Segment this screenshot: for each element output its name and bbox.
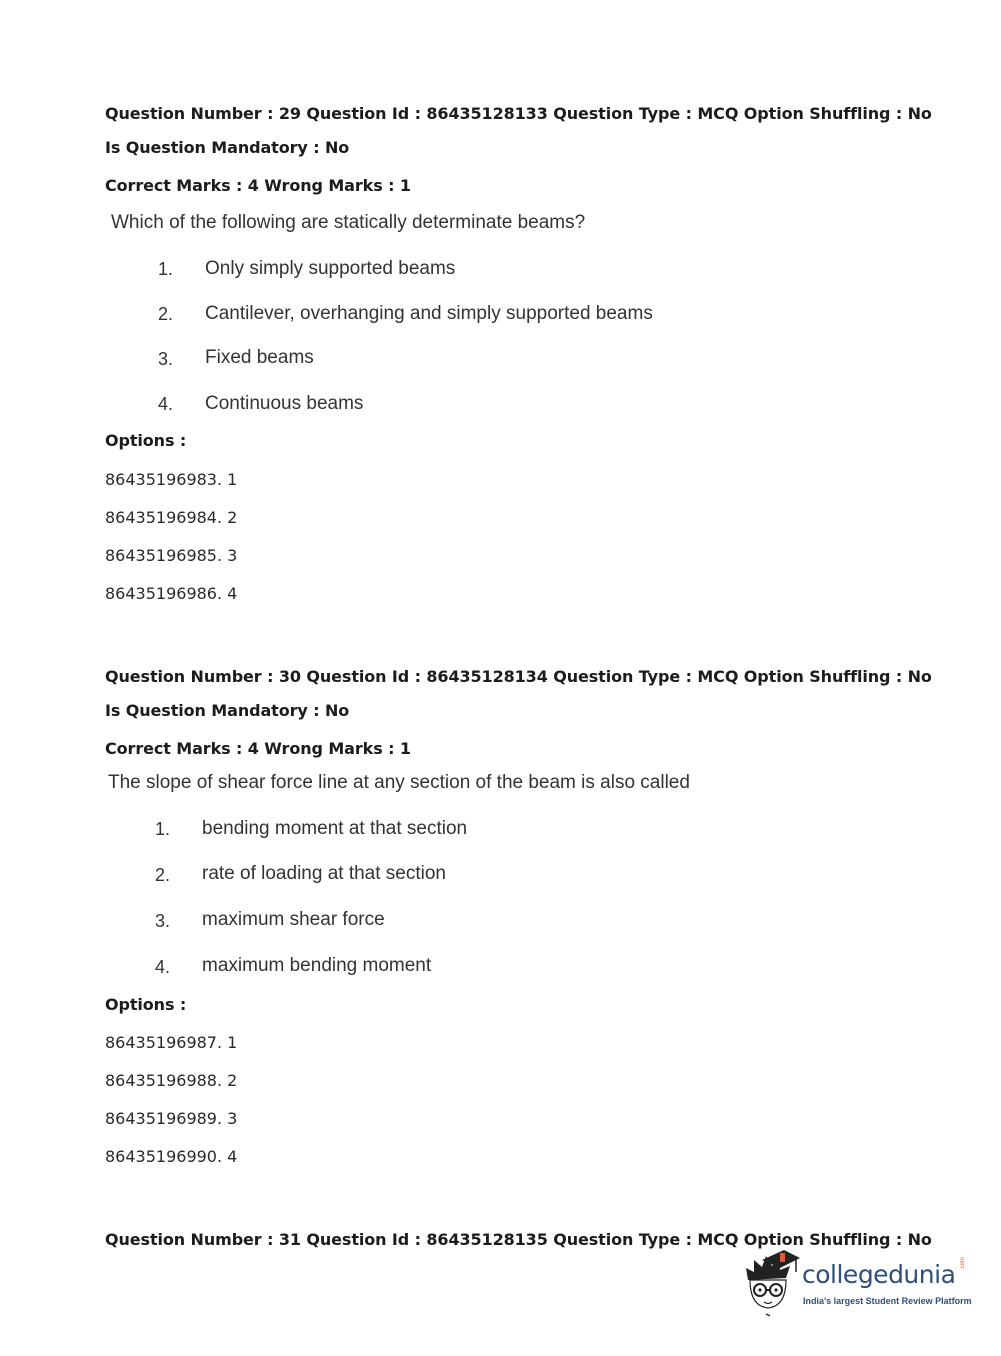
question-stem: The slope of shear force line at any section of the beam is also called [108,772,690,793]
choice-text: bending moment at that section [202,818,468,839]
question-meta-line: Question Number : 31 Question Id : 86435128135 Question Type : MCQ Option Shuffling : No [105,1230,932,1249]
logo-suffix: .com [960,1256,966,1270]
choice-text: Continuous beams [205,393,364,414]
choice-text: maximum bending moment [202,955,432,976]
logo-wordmark: collegedunia [802,1260,956,1289]
option-id: 86435196990. 4 [105,1147,238,1166]
option-id: 86435196989. 3 [105,1109,238,1128]
option-id: 86435196987. 1 [105,1033,238,1052]
option-id: 86435196983. 1 [105,470,238,489]
question-meta-line: Question Number : 30 Question Id : 86435128134 Question Type : MCQ Option Shuffling : No [105,667,932,686]
choice-text: Fixed beams [205,347,314,368]
choice-text: Cantilever, overhanging and simply supported beams [205,303,653,324]
question-mandatory-line: Is Question Mandatory : No [105,701,350,720]
option-id: 86435196988. 2 [105,1071,238,1090]
choice-number: 4. [155,957,171,977]
choice-number: 1. [158,259,174,279]
option-id: 86435196985. 3 [105,546,238,565]
question-meta-line: Question Number : 29 Question Id : 86435128133 Question Type : MCQ Option Shuffling : No [105,104,932,123]
choice-number: 2. [155,865,171,885]
options-label: Options : [105,995,187,1014]
collegedunia-logo [740,1250,980,1320]
choice-text: maximum shear force [202,909,385,930]
choice-number: 3. [155,911,171,931]
choice-number: 2. [158,304,174,324]
options-label: Options : [105,431,187,450]
choice-number: 1. [155,819,171,839]
choice-text: Only simply supported beams [205,258,456,279]
student-mascot-icon [740,1250,802,1318]
choice-text: rate of loading at that section [202,863,446,884]
choice-number: 4. [158,394,174,414]
question-marks-line: Correct Marks : 4 Wrong Marks : 1 [105,176,411,195]
choice-number: 3. [158,349,174,369]
logo-tagline: India's largest Student Review Platform [803,1296,972,1306]
option-id: 86435196986. 4 [105,584,238,603]
question-stem: Which of the following are statically determinate beams? [111,212,586,233]
option-id: 86435196984. 2 [105,508,238,527]
question-marks-line: Correct Marks : 4 Wrong Marks : 1 [105,739,411,758]
question-mandatory-line: Is Question Mandatory : No [105,138,350,157]
